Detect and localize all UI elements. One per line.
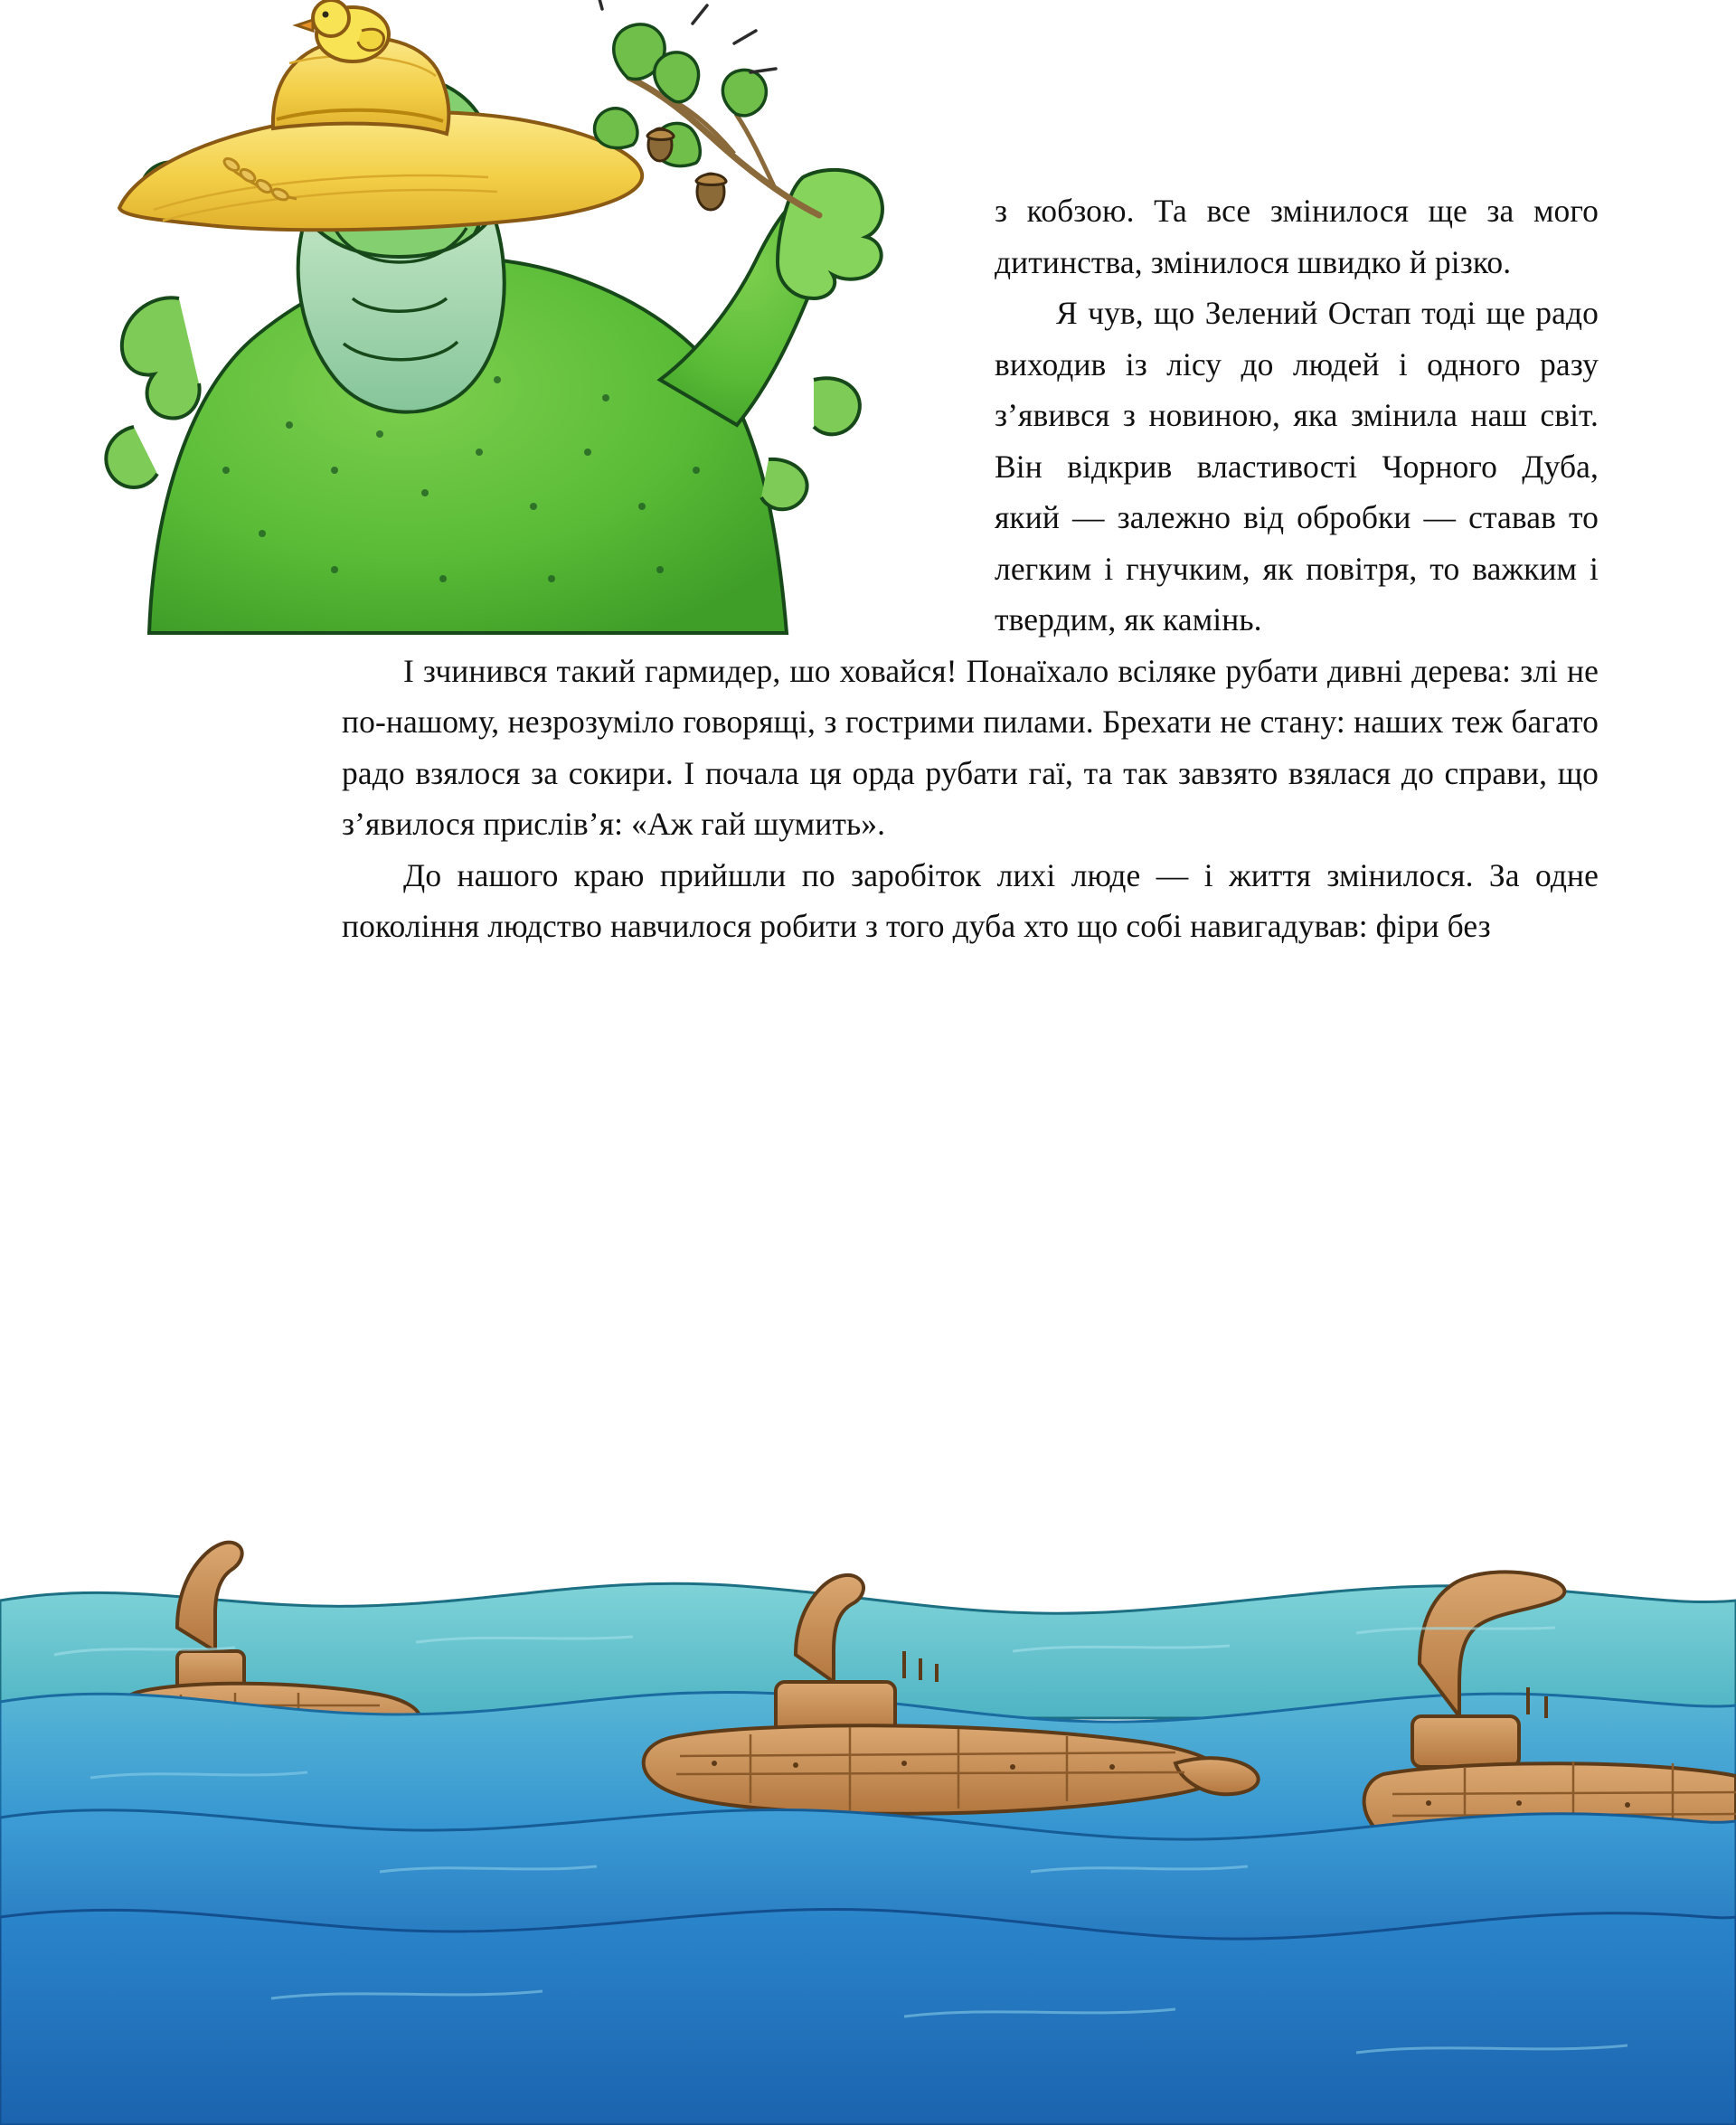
oak-branch-with-acorns [595, 0, 819, 215]
illustration-text-wrap-spacer [342, 185, 995, 638]
wave-band-1 [0, 1583, 1736, 1718]
paragraph-3: І зчинився такий гармидер, шо ховайся! Понаїхало всіляке рубати дивні дерева: злі не по-нашому, незрозуміло говорящі, з гострими пилами. Брехати не стану: наших теж багато радо взялося за сокири. І почала ця орда рубати гаї, та так завзято взялася до справи, що з’явилося прислів’я: «Аж гай шумить». [342, 652, 1599, 842]
wave-band-2 [0, 1692, 1736, 1854]
paragraph-1: з кобзою. Та все змінилося ще за мого дитинства, змінилося швидко й різко. [995, 193, 1599, 280]
paragraph-2: Я чув, що Зелений Остап тоді ще радо виходив із лісу до людей і одного разу з’явився з новиною, яка змінила наш світ. Він відкрив властивості Чорного Дуба, який — залежно від обробки — ставав то легким і гнучким, як повітря, то важким і твердим, як камінь. [995, 295, 1599, 638]
body-text [342, 185, 1599, 952]
wave-band-4 [0, 1909, 1736, 2125]
paragraph-4: До нашого краю прийшли по заробіток лихі люде — і життя змінилося. За одне покоління людство навчилося робити з того дуба хто що собі навигадував: фіри без [342, 856, 1599, 944]
wheat-ears [222, 156, 297, 203]
wooden-submarine-center [644, 1575, 1259, 1814]
wooden-submarine-left [119, 1543, 420, 1751]
water-highlights [54, 1628, 1555, 1655]
wooden-submarine-right [1364, 1572, 1736, 1864]
yellow-bird-icon [297, 0, 389, 61]
wooden-submarines-sea-illustration [0, 1492, 1736, 2125]
wave-band-3 [0, 1809, 1736, 1962]
